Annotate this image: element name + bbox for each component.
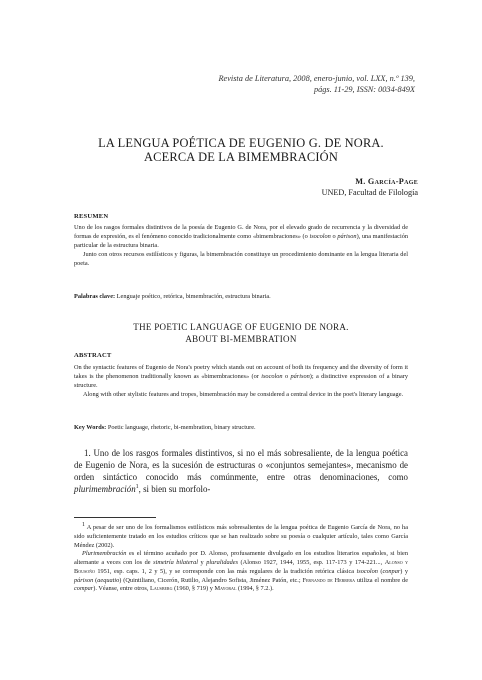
text-run: isocolon (356, 567, 378, 575)
resumen-paragraph-2: Junto con otros recursos estilísticos y figuras, la bimembración constituye un procedimiento dominante en la lengua literaria del poeta. (74, 250, 408, 267)
resumen-heading: RESUMEN (74, 213, 109, 220)
abstract-heading: ABSTRACT (74, 352, 112, 359)
english-title-line-2: ABOUT BI-MEMBRATION (185, 334, 297, 344)
text-run: Uno de los rasgos formales distintivos, si no el más sobresaliente, de la lengua poética de Eugenio de Nora, es la sucesión de estructuras o «conjuntos semejantes», mecanismo de orden sintáctico conocido más comúnmente, entre otras denominaciones, como (74, 448, 408, 483)
text-run: , si bien su morfolo- (138, 484, 211, 495)
article-title-line-2: ACERCA DE LA BIMEMBRACIÓN (144, 150, 338, 164)
journal-citation-line-2: págs. 11-29, ISSN: 0034-849X (313, 85, 415, 94)
text-run: conpar (382, 567, 401, 575)
abstract-paragraph-2: Along with other stylistic features and tropes, bimembración may be considered a central device in the poet's literary language. (83, 390, 404, 398)
text-run: (1994, § 7.2.). (236, 585, 274, 593)
text-run: utiliza el nombre de (354, 576, 408, 584)
resumen-keywords (74, 293, 408, 302)
term-parison: párison (337, 232, 357, 240)
article-title-line-1: LA LENGUA POÉTICA DE EUGENIO G. DE NORA. (98, 136, 384, 150)
cited-author: Fernando de Herrera (302, 576, 355, 584)
text-run: (1960, § 719) y (172, 585, 215, 593)
author-affiliation: UNED, Facultad de Filología (321, 188, 418, 197)
resumen-body (74, 224, 408, 269)
text-run: On the syntactic features of Eugenio de Nora's poetry which stands out on account of both its frequency and the diversity of form it takes is the phenomenon traditionally known as «bimembraciones» (or (74, 364, 408, 380)
text-run: ). Véanse, entre otros, (93, 585, 150, 593)
text-run: A pesar de ser uno de los formalismos estilísticos más sobresalientes de la lengua poética de Eugenio García de Nora, no ha sido suficientemente tratado en los estudios críticos que se han realizado sobre su poesía o cualquier artículo, tales como García Méndez (2002). (74, 524, 408, 549)
keywords-label: Palabras clave: (74, 293, 116, 300)
text-run: ), una manifestación particular de la estructura binaria. (74, 232, 409, 249)
body-section-1 (74, 447, 408, 495)
english-title (60, 321, 422, 345)
text-run: o (330, 232, 338, 240)
english-title-line-1: THE POETIC LANGUAGE OF EUGENIO DE NORA. (133, 322, 349, 332)
journal-citation (155, 73, 415, 95)
text-run: ) (Quintiliano, Cicerón, Rutilio, Alejandro Sofista, Jiménez Patón, etc.; (119, 576, 303, 584)
abstract-paragraph-1 (74, 364, 408, 391)
text-run: 1951, esp. caps. 1, 2 y 5), y se corresponde con las más regulares de la tradición retórica clásica (94, 567, 357, 575)
text-run: simetría bilateral (153, 559, 198, 566)
text-run: Uno de los rasgos formales distintivos de la poesía de Eugenio G. de Nora, por el elevado grado de recurrencia y la diversidad de formas de expresión, es el fenómeno conocido tradicionalmente como «bimembraciones» (o (74, 224, 408, 240)
text-run: ( (93, 576, 98, 584)
text-run: Plurimembración (82, 550, 127, 558)
text-run: ( (377, 567, 383, 575)
text-run: ); a distinctive expression of a binary structure. (74, 372, 408, 389)
text-run: compar (74, 585, 94, 593)
text-run: o (282, 372, 291, 380)
footnotes (74, 521, 409, 594)
keywords-text: Poetic language, rhetoric, bi-membration, binary structure. (106, 424, 256, 431)
footnote-1-paragraph-2 (74, 550, 408, 594)
text-run: ) y (400, 567, 409, 575)
resumen-paragraph-1 (74, 224, 408, 251)
cited-author: Alonso y Bousoño (74, 559, 408, 575)
text-run: párison (74, 576, 94, 584)
cited-author: Lausberg (149, 585, 173, 593)
abstract-keywords (74, 424, 408, 433)
text-run: y (197, 559, 207, 566)
text-run: aequatio (97, 576, 120, 584)
term-isocolon: isocolon (261, 372, 283, 380)
keywords-label: Key Words: (74, 424, 107, 431)
abstract-body (74, 364, 408, 400)
section-number: 1. (84, 448, 91, 458)
author-block (322, 176, 418, 198)
text-run: (Alonso 1927, 1944, 1955, esp. 117-173 y 174-221..., (238, 559, 385, 566)
term-isocolon: isocolon (309, 232, 331, 240)
text-run: es el término acuñado por D. Alonso, profusamente divulgado en los estudios literarios españoles, si bien alternante a veces con los de (74, 550, 408, 566)
body-paragraph-1 (74, 447, 408, 495)
author-name: M. García-Page (355, 177, 418, 186)
footnote-divider (74, 517, 156, 518)
article-title (60, 136, 422, 164)
text-run: pluralidades (206, 559, 239, 566)
cited-author: Mayoral (214, 585, 237, 593)
keywords-text: Lenguaje poético, retórica, bimembración, estructura binaria. (115, 293, 271, 300)
footnote-1 (74, 521, 408, 550)
journal-citation-line-1: Revista de Literatura, 2008, enero-junio, vol. LXX, n.º 139, (218, 74, 415, 83)
term-parison: párison (290, 372, 310, 380)
term-plurimembracion: plurimembración (74, 484, 136, 495)
footnote-number: 1 (82, 521, 85, 528)
footnote-reference[interactable]: 1 (135, 484, 139, 491)
